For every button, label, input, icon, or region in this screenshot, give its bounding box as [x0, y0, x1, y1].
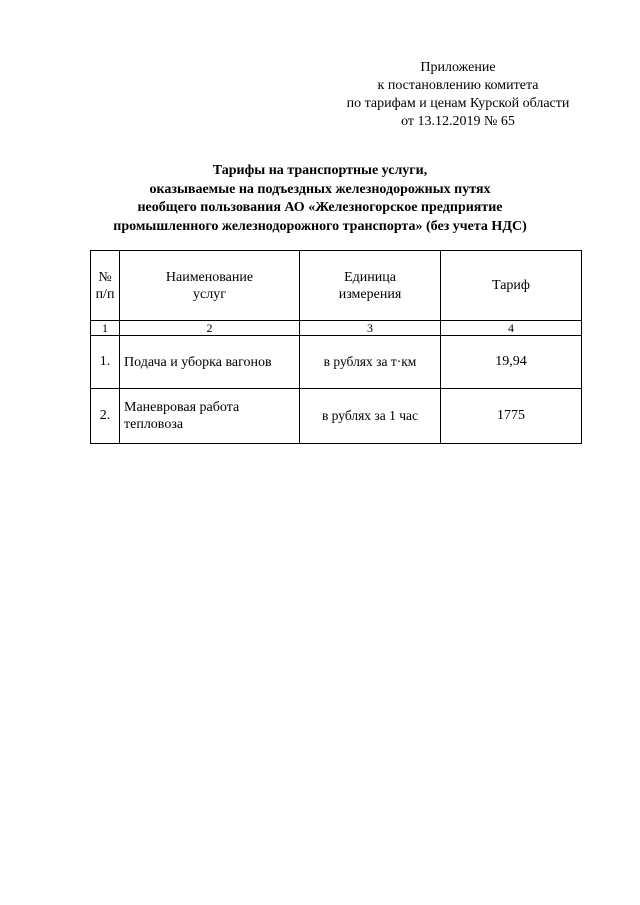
title-line: Тарифы на транспортные услуги, — [212, 163, 428, 178]
header-tariff: Тариф — [441, 251, 582, 321]
tariff-value: 19,94 — [441, 336, 582, 389]
title-line: оказываемые на подъездных железнодорожных путях — [149, 181, 491, 197]
appendix-line: к постановлению комитета — [377, 78, 539, 93]
column-number: 2 — [120, 321, 300, 336]
tariffs-table — [90, 250, 582, 444]
row-number: 1. — [91, 336, 120, 389]
appendix-line: по тарифам и ценам Курской области — [346, 96, 570, 111]
table-row — [91, 336, 582, 389]
service-name: Маневровая работа тепловоза — [120, 389, 300, 444]
table-header-row — [91, 251, 582, 321]
row-number: 2. — [91, 389, 120, 444]
unit-of-measure: в рублях за т·км — [300, 336, 441, 389]
header-service-name: Наименование услуг — [120, 251, 300, 321]
header-num: № п/п — [91, 251, 120, 321]
column-number-row — [91, 321, 582, 336]
column-number: 1 — [91, 321, 120, 336]
header-unit: Единица измерения — [300, 251, 441, 321]
title-line: промышленного железнодорожного транспорта» (без учета НДС) — [113, 218, 527, 234]
column-number: 4 — [441, 321, 582, 336]
document-title — [30, 162, 610, 236]
title-line: необщего пользования АО «Железногорское предприятие — [137, 200, 503, 215]
tariff-value: 1775 — [441, 389, 582, 444]
appendix-block — [300, 59, 616, 131]
table-row — [91, 389, 582, 444]
appendix-line: Приложение — [420, 60, 496, 75]
unit-of-measure: в рублях за 1 час — [300, 389, 441, 444]
appendix-date-line: от 13.12.2019 № 65 — [401, 114, 515, 129]
column-number: 3 — [300, 321, 441, 336]
service-name: Подача и уборка вагонов — [120, 336, 300, 389]
